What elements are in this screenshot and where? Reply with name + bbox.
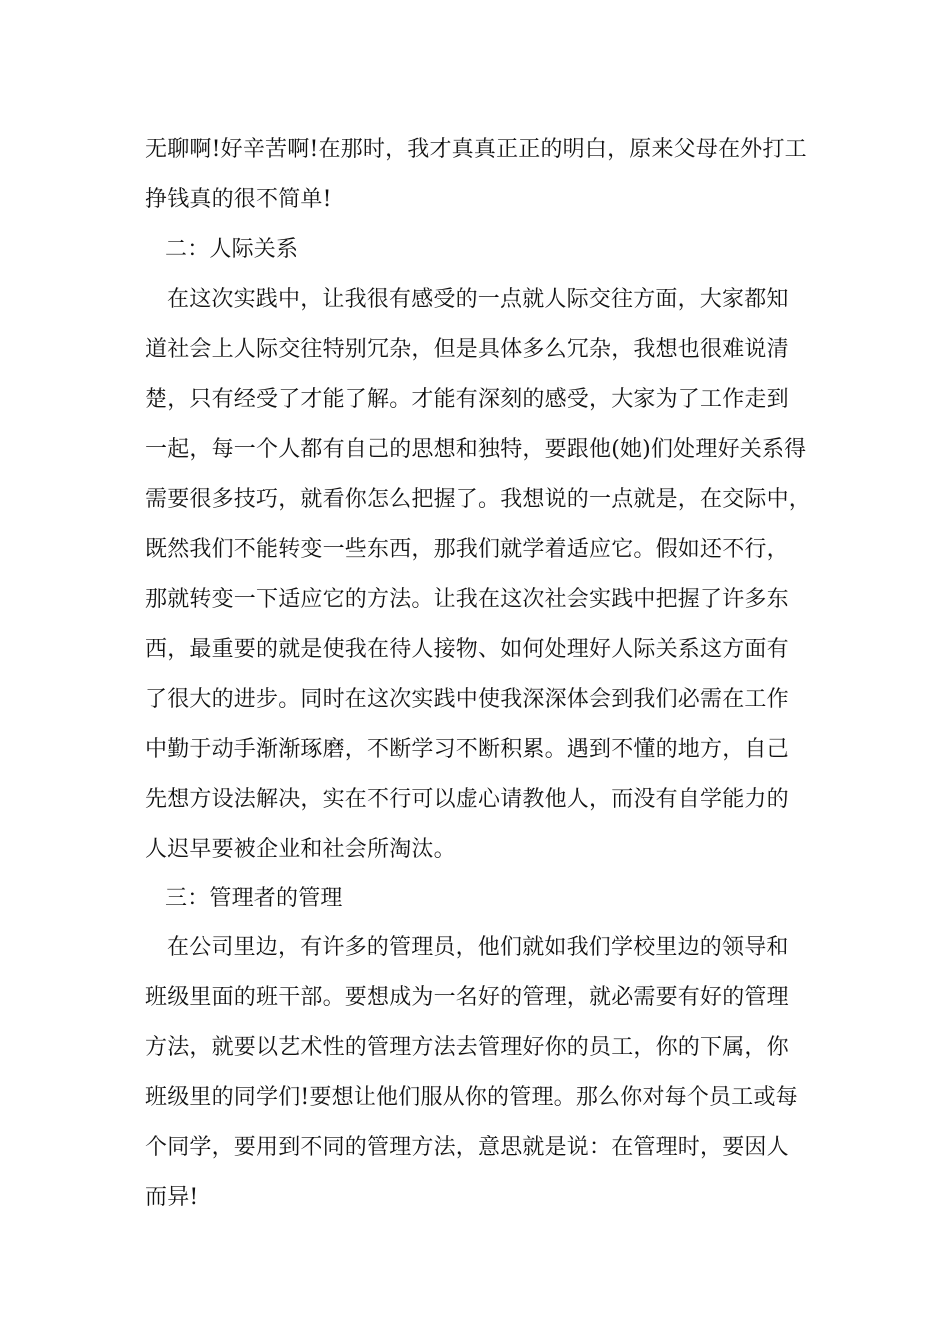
- text-line: 需要很多技巧，就看你怎么把握了。我想说的一点就是，在交际中，: [145, 487, 812, 512]
- text-line: 楚，只有经受了才能了解。才能有深刻的感受，大家为了工作走到: [145, 387, 789, 412]
- section-heading: 二：人际关系: [165, 237, 299, 262]
- text-line: 挣钱真的很不简单!: [145, 187, 332, 212]
- text-line: 那就转变一下适应它的方法。让我在这次社会实践中把握了许多东: [145, 587, 789, 612]
- text-line: 而异!: [145, 1185, 199, 1210]
- text-line: 个同学，要用到不同的管理方法，意思就是说：在管理时，要因人: [145, 1135, 789, 1160]
- text-line: 西，最重要的就是使我在待人接物、如何处理好人际关系这方面有: [145, 637, 789, 662]
- text-line: 无聊啊!好辛苦啊!在那时，我才真真正正的明白，原来父母在外打工: [145, 137, 807, 162]
- text-line: 班级里面的班干部。要想成为一名好的管理，就必需要有好的管理: [145, 985, 789, 1010]
- text-line: 在公司里边，有许多的管理员，他们就如我们学校里边的领导和: [167, 935, 789, 960]
- text-line: 了很大的进步。同时在这次实践中使我深深体会到我们必需在工作: [145, 687, 789, 712]
- text-line: 中勤于动手渐渐琢磨，不断学习不断积累。遇到不懂的地方，自己: [145, 737, 789, 762]
- text-line: 道社会上人际交往特别冗杂，但是具体多么冗杂，我想也很难说清: [145, 337, 789, 362]
- text-line: 人迟早要被企业和社会所淘汰。: [145, 837, 456, 862]
- text-line: 在这次实践中，让我很有感受的一点就人际交往方面，大家都知: [167, 287, 789, 312]
- text-line: 班级里的同学们!要想让他们服从你的管理。那么你对每个员工或每: [145, 1085, 798, 1110]
- text-line: 一起，每一个人都有自己的思想和独特，要跟他(她)们处理好关系得: [145, 437, 807, 462]
- text-line: 方法，就要以艺术性的管理方法去管理好你的员工，你的下属，你: [145, 1035, 789, 1060]
- text-line: 先想方设法解决，实在不行可以虚心请教他人，而没有自学能力的: [145, 787, 789, 812]
- text-line: 既然我们不能转变一些东西，那我们就学着适应它。假如还不行，: [145, 537, 789, 562]
- section-heading: 三：管理者的管理: [165, 886, 343, 911]
